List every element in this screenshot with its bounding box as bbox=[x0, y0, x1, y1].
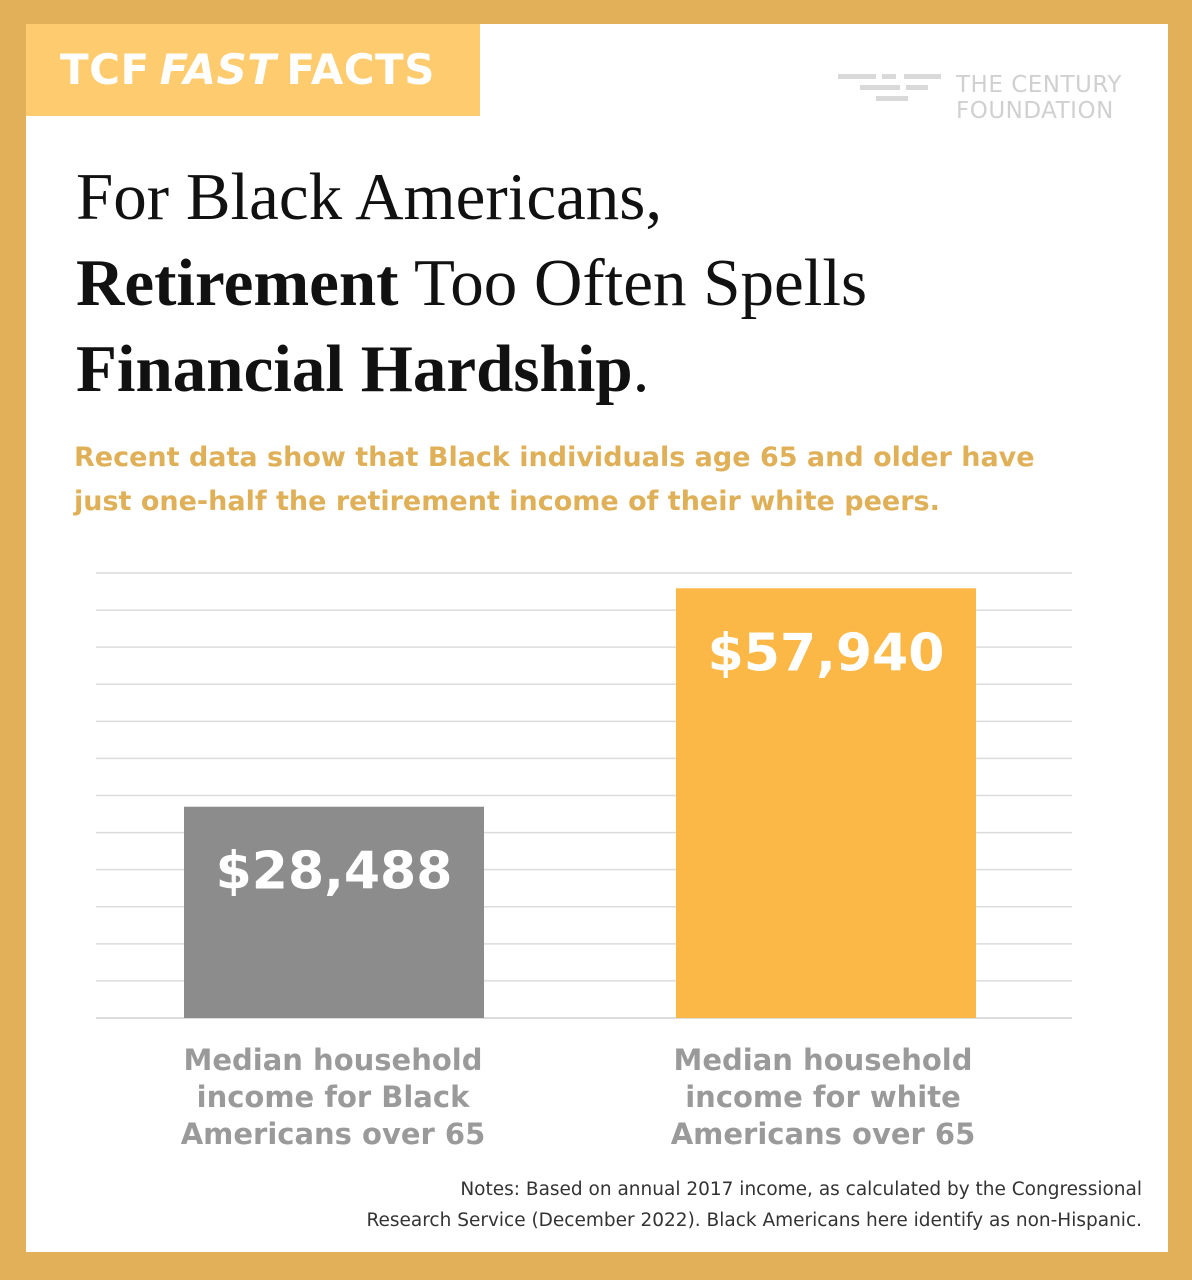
logo-line1: THE CENTURY bbox=[956, 72, 1122, 98]
category-label-black-line1: Median household bbox=[183, 1043, 483, 1077]
value-label-white: $57,940 bbox=[707, 623, 945, 684]
headline-period: . bbox=[632, 332, 650, 406]
category-label-white bbox=[658, 1042, 988, 1153]
headline-bold-retirement: Retirement bbox=[76, 246, 399, 320]
value-label-black: $28,488 bbox=[215, 841, 453, 902]
headline-bold-hardship: Financial Hardship bbox=[76, 332, 633, 406]
notes-line1: Notes: Based on annual 2017 income, as calculated by the Congressional bbox=[460, 1179, 1142, 1200]
logo-line2: FOUNDATION bbox=[956, 98, 1114, 124]
badge-fast: FAST bbox=[159, 45, 277, 94]
headline-line2-rest: Too Often Spells bbox=[398, 246, 868, 320]
headline-line1: For Black Americans, bbox=[76, 160, 663, 234]
category-label-white-line3: Americans over 65 bbox=[670, 1117, 976, 1151]
category-label-white-line2: income for white bbox=[685, 1080, 961, 1114]
notes bbox=[242, 1174, 1142, 1236]
category-label-white-line1: Median household bbox=[673, 1043, 973, 1077]
category-label-black-line3: Americans over 65 bbox=[180, 1117, 486, 1151]
notes-line2: Research Service (December 2022). Black Americans here identify as non-Hispanic. bbox=[366, 1210, 1142, 1231]
subtitle: Recent data show that Black individuals age 65 and older have just one-half the retirement income of their white peers. bbox=[74, 442, 1035, 517]
infographic-card bbox=[26, 24, 1168, 1252]
bar-black bbox=[184, 807, 484, 1018]
category-label-black-line2: income for Black bbox=[196, 1080, 470, 1114]
badge-facts: FACTS bbox=[286, 45, 435, 94]
category-label-black bbox=[168, 1042, 498, 1153]
badge-tcf: TCF bbox=[60, 45, 150, 94]
